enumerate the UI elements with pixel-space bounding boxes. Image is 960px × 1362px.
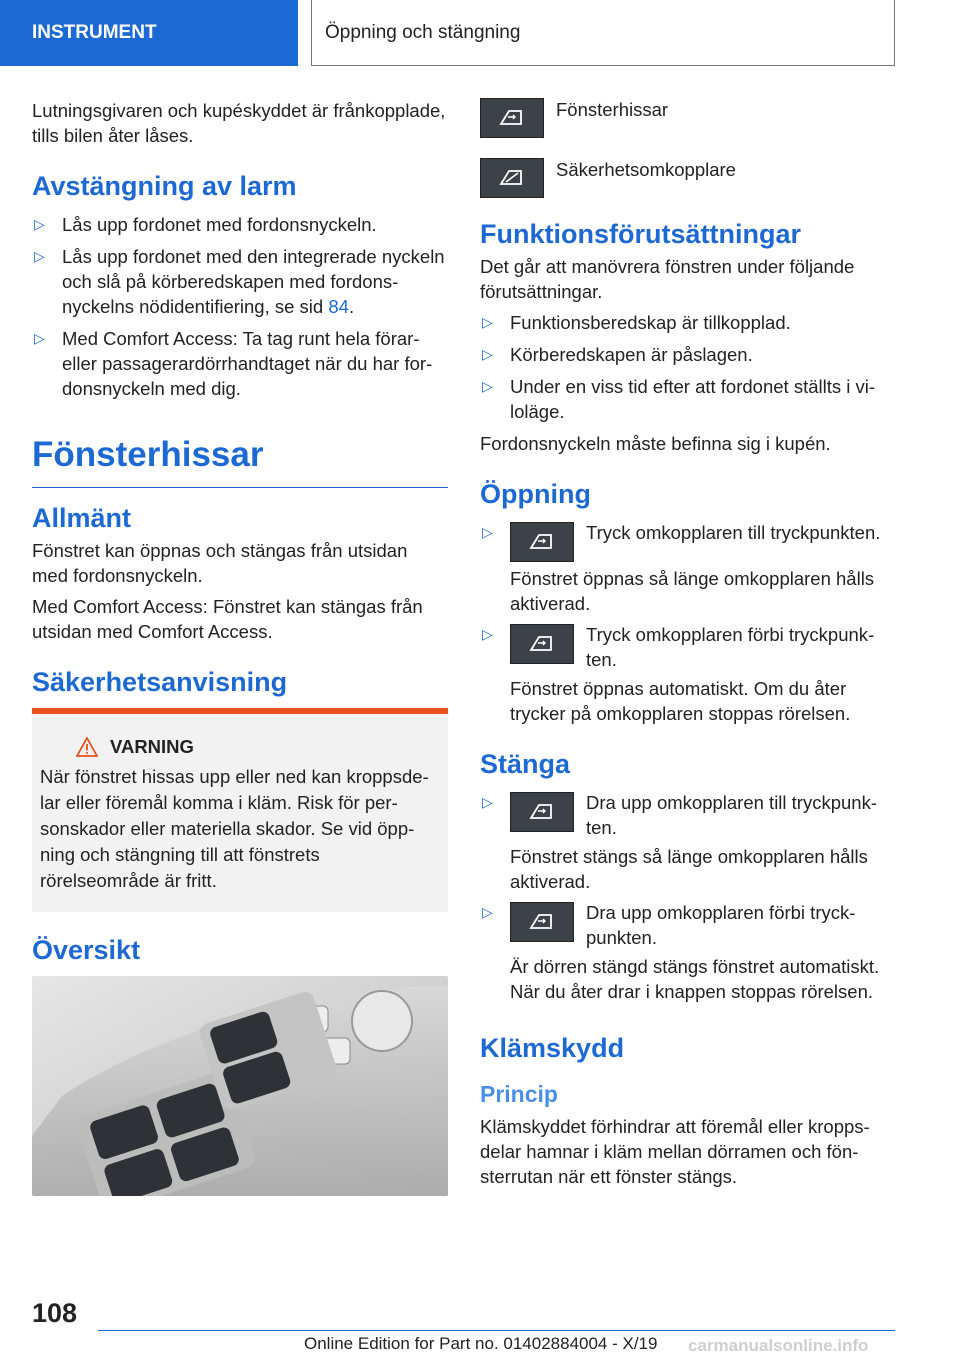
- right-column: [480, 98, 896, 1195]
- step-item: ▷ Dra upp omkopplaren förbi tryckpunkten. Är dörren stängd stängs fönstret automatiskt. När du åter drar i knappen stoppas rörelsen.: [482, 902, 880, 1002]
- door-switch-photo: [32, 976, 448, 1196]
- general-heading: Allmänt: [32, 503, 132, 533]
- alarm-heading: Avstängning av larm: [32, 171, 297, 201]
- list-item: ▷ Lås upp fordonet med den integrerade nyckeln och slå på körberedskapen med fordonsnyckelns nödidentifiering, se sid 84.: [34, 246, 445, 317]
- triangle-right-icon: ▷: [482, 346, 493, 362]
- symbol-label: Fönsterhissar: [556, 99, 669, 120]
- footer-edition: Online Edition for Part no. 01402884004 - X/19: [304, 1334, 658, 1353]
- list-item: ▷ Körberedskapen är påslagen.: [482, 344, 753, 365]
- principle-heading: Princip: [480, 1081, 558, 1107]
- pinch-heading: Klämskydd: [480, 1033, 625, 1063]
- triangle-right-icon: ▷: [482, 378, 493, 394]
- closing-heading: Stänga: [480, 749, 571, 779]
- window-switch-icon: [510, 902, 574, 942]
- general-paragraph: Fönstret kan öppnas och stängas från utsidan med fordonsnyckeln.: [32, 540, 408, 586]
- header-chapter-tab: [0, 0, 298, 66]
- section-label: Öppning och stängning: [325, 21, 521, 43]
- step-item: ▷ Dra upp omkopplaren till tryckpunkten. Fönstret stängs så länge omkopplaren hålls aktiverad.: [482, 792, 877, 892]
- intro-text: Lutningsgivaren och kupéskyddet är frånkopplade, tills bilen åter låses.: [32, 100, 446, 146]
- principle-text: Klämskyddet förhindrar att föremål eller kroppsdelar hamnar i kläm mellan dörramen och fönsterrutan när ett fönster stängs.: [480, 1116, 870, 1187]
- window-switch-icon: [510, 792, 574, 832]
- warning-label: VARNING: [110, 736, 194, 757]
- triangle-right-icon: ▷: [34, 330, 45, 346]
- opening-heading: Öppning: [480, 479, 591, 509]
- triangle-right-icon: ▷: [34, 216, 45, 232]
- conditions-intro: Det går att manövrera fönstren under följande förutsättningar.: [480, 256, 855, 302]
- warning-header: [76, 736, 440, 758]
- chapter-label: INSTRUMENT: [32, 22, 157, 43]
- safety-switch-icon: [480, 158, 544, 198]
- window-switch-icon: [480, 98, 544, 138]
- page-number: 108: [32, 1298, 78, 1328]
- symbol-label: Säkerhetsomkopplare: [556, 159, 736, 180]
- header-section-title: [311, 0, 895, 66]
- triangle-right-icon: ▷: [482, 794, 493, 810]
- triangle-right-icon: ▷: [482, 314, 493, 330]
- conditions-heading: Funktionsförutsättningar: [480, 219, 801, 249]
- symbol-row: [480, 98, 896, 138]
- main-heading: Fönsterhissar: [32, 435, 264, 474]
- step-item: ▷ Tryck omkopplaren till tryckpunkten. Fönstret öppnas så länge omkopplaren hålls aktiverad.: [482, 522, 881, 614]
- footer-rule: [98, 1330, 895, 1331]
- overview-heading: Översikt: [32, 935, 141, 965]
- conditions-list: [480, 310, 896, 424]
- triangle-right-icon: ▷: [482, 626, 493, 642]
- triangle-right-icon: ▷: [482, 524, 493, 540]
- heading-rule: [32, 487, 448, 488]
- symbol-row: [480, 158, 896, 198]
- general-paragraph: Med Comfort Access: Fönstret kan stängas från utsidan med Comfort Access.: [32, 596, 423, 642]
- list-item: ▷ Lås upp fordonet med fordonsnyckeln.: [34, 214, 377, 235]
- left-column: [32, 98, 448, 1196]
- page-link[interactable]: 84: [328, 296, 349, 317]
- warning-triangle-icon: [76, 737, 98, 757]
- list-item: ▷ Funktionsberedskap är tillkopplad.: [482, 312, 791, 333]
- window-switch-icon: [510, 624, 574, 664]
- step-item: ▷ Tryck omkopplaren förbi tryckpunkten. Fönstret öppnas automatiskt. Om du åter trycker på omkopplaren stoppas rörelsen.: [482, 624, 875, 724]
- triangle-right-icon: ▷: [482, 904, 493, 920]
- warning-text: När fönstret hissas upp eller ned kan kroppsdelar eller föremål komma i kläm. Risk för personskador eller materiella skador. Se vid öppning och stängning till att fönstrets rörelseområde är fritt.: [40, 766, 429, 891]
- window-switch-icon: [510, 522, 574, 562]
- triangle-right-icon: ▷: [34, 248, 45, 264]
- safety-heading: Säkerhetsanvisning: [32, 667, 288, 697]
- watermark-text: carmanualsonline.info: [688, 1336, 869, 1355]
- conditions-outro: Fordonsnyckeln måste befinna sig i kupén.: [480, 433, 831, 454]
- warning-box: [32, 708, 448, 912]
- alarm-list: [32, 212, 448, 401]
- list-item: ▷ Under en viss tid efter att fordonet ställts i viloläge.: [482, 376, 876, 422]
- list-item: ▷ Med Comfort Access: Ta tag runt hela förar- eller passagerardörrhandtaget när du har fordonsnyckeln med dig.: [34, 328, 433, 399]
